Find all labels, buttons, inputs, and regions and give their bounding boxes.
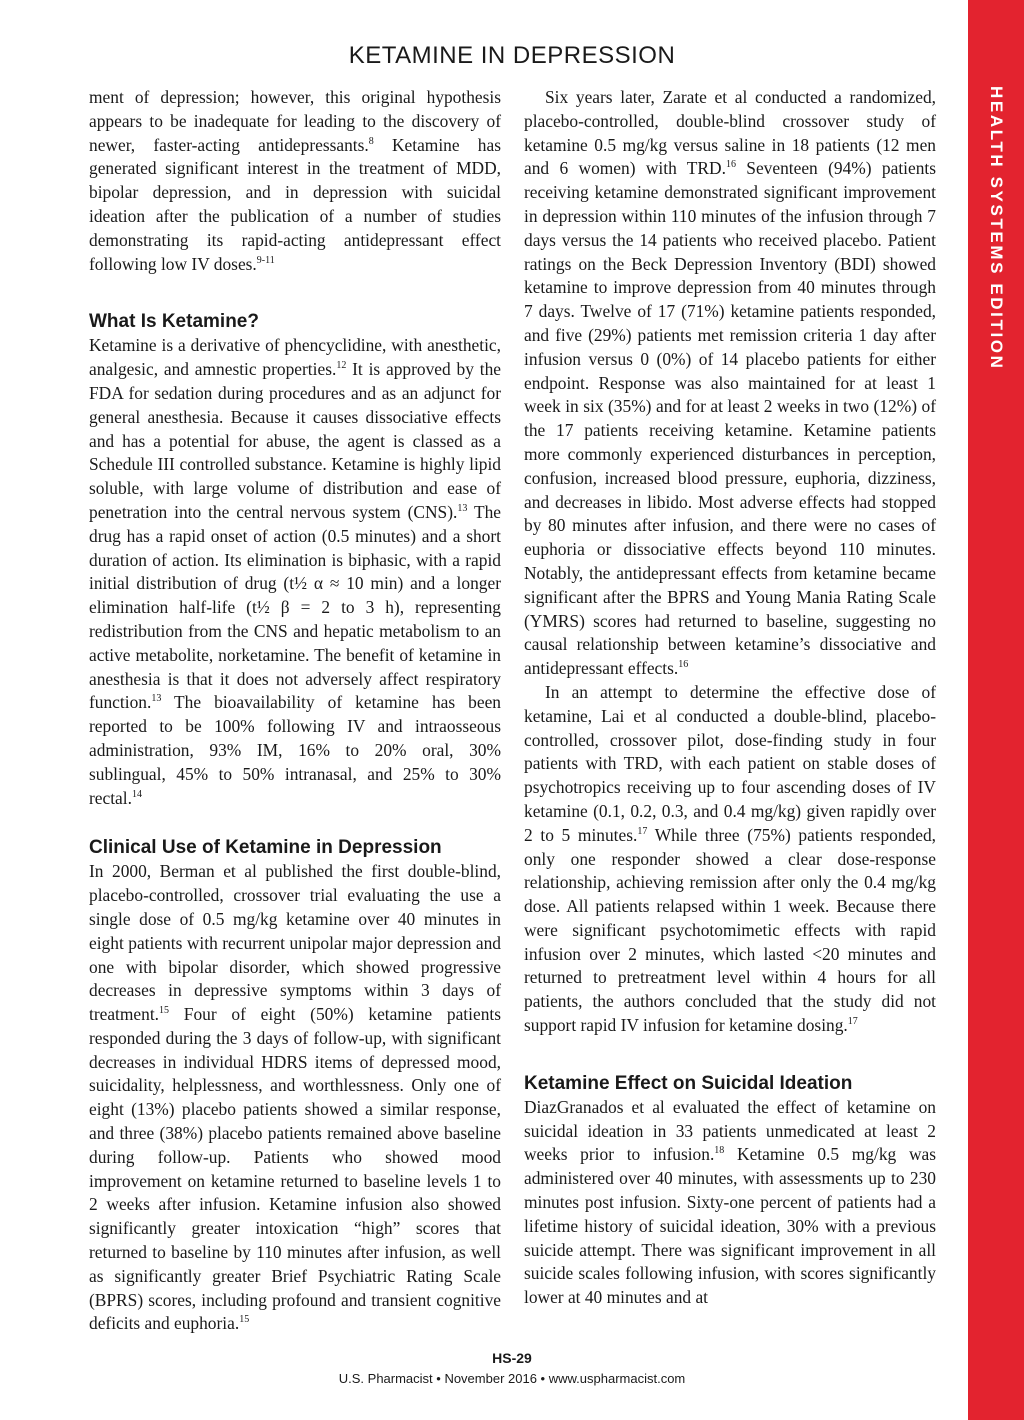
- intro-paragraph: ment of depression; however, this original hypothesis appears to be inadequate for leading to the discovery of newer, faster-acting antidepressants.$^8$ Ketamine has generated significant interest in the treatment of MDD, bipolar depression, and in depression with suicidal ideation after the publication of a number of studies demonstrating its rapid-acting antidepressant effect following low IV doses.$^{9-11}$: [89, 87, 501, 274]
- citation: 15: [239, 1314, 250, 1326]
- lai-paragraph: In an attempt to determine the effective dose of ketamine, Lai et al conducted a double-blind, placebo-controlled, crossover pilot, dose-finding study in four patients with TRD, with each patient on stable doses of psychotropics receiving up to four ascending doses of IV ketamine (0.1, 0.2, 0.3, and 0.4 mg/kg) given rapidly over 2 to 5 minutes.$^{17}$ While three (75%) patients responded, only one responder showed a clear dose-response relationship, achieving remission after only the 0.4 mg/kg dose. All patients relapsed within 1 week. Because there were significant psychotomimetic effects with rapid infusion over 2 minutes, which lasted <20 minutes and returned to pretreatment level within 4 hours for all patients, the authors concluded that the study did not support rapid IV infusion for ketamine dosing.$^{17}$: [524, 681, 936, 1036]
- citation: 12: [336, 360, 347, 372]
- citation: 13: [151, 693, 162, 705]
- citation: 16: [678, 659, 689, 671]
- zarate-paragraph: Six years later, Zarate et al conducted a randomized, placebo-controlled, double-blind crossover study of ketamine 0.5 mg/kg versus saline in 18 patients (12 men and 6 women) with TRD.$^{16}$ Seventeen (94%) patients receiving ketamine demonstrated significant improvement in depression within 110 minutes of the infusion through 7 days versus the 14 patients who received placebo. Patient ratings on the Beck Depression Inventory (BDI) showed ketamine to improve depression from 40 minutes through 7 days. Twelve of 17 (71%) ketamine patients responded, and five (29%) patients met remission criteria 1 day after infusion versus 0 (0%) of 14 placebo patients for either endpoint. Response was also maintained for at least 1 week in six (35%) and for at least 2 weeks in two (12%) of the 17 patients receiving ketamine. Ketamine patients more commonly experienced disturbances in perception, confusion, increased blood pressure, euphoria, dizziness, and decreases in libido. Most adverse effects had stopped by 80 minutes after infusion, and there were no cases of euphoria or dissociative effects beyond 110 minutes. Notably, the antidepressant effects from ketamine became significant after the BPRS and Young Mania Rating Scale (YMRS) scores had returned to baseline, suggesting no causal relationship between ketamine’s dissociative and antidepressant effects.$^{16}$: [524, 87, 937, 679]
- section-heading-what-is-ketamine: What Is Ketamine?: [89, 311, 259, 333]
- citation: 17: [847, 1016, 858, 1028]
- right-column: [524, 86, 936, 1310]
- citation: 14: [131, 788, 142, 800]
- citation: 15: [159, 1005, 170, 1017]
- citation: 16: [725, 159, 736, 171]
- section-heading-clinical-use: Clinical Use of Ketamine in Depression: [89, 837, 442, 859]
- citation: 18: [714, 1145, 725, 1157]
- clinical-paragraph: In 2000, Berman et al published the first double-blind, placebo-controlled, crossover trial evaluating the use a single dose of 0.5 mg/kg ketamine over 40 minutes in eight patients with recurrent unipolar major depression and one with bipolar disorder, which showed progressive decreases in depressive symptoms within 3 days of treatment.$^{15}$ Four of eight (50%) ketamine patients responded during the 3 days of follow-up, with significant decreases in individual HDRS items of depressed mood, suicidality, helplessness, and worthlessness. Only one of eight (13%) placebo patients showed a similar response, and three (38%) placebo patients remained above baseline during follow-up. Patients who showed mood improvement on ketamine returned to baseline levels 1 to 2 weeks after infusion. Ketamine infusion also showed significantly greater intoxication “high” scores that returned to baseline by 110 minutes after infusion, as well as significantly greater Brief Psychiatric Rating Scale (BPRS) scores, including profound and transient cognitive deficits and euphoria.$^{15}$: [89, 861, 501, 1334]
- page-number: HS-29: [492, 1350, 532, 1366]
- what-is-paragraph: Ketamine is a derivative of phencyclidine, with anesthetic, analgesic, and amnestic properties.$^{12}$ It is approved by the FDA for sedation during procedures and as an adjunct for general anesthesia. Because it causes dissociative effects and has a potential for abuse, the agent is classed as a Schedule III controlled substance. Ketamine is highly lipid soluble, with large volume of distribution and ease of penetration into the central nervous system (CNS).$^{13}$ The drug has a rapid onset of action (0.5 minutes) and a short duration of action. Its elimination is biphasic, with a rapid initial distribution of drug (t½ α ≈ 10 min) and a longer elimination half-life (t½ β = 2 to 3 h), representing redistribution from the CNS and hepatic metabolism to an active metabolite, norketamine. The benefit of ketamine in anesthesia is that it does not adversely affect respiratory function.$^{13}$ The bioavailability of ketamine has been reported to be 100% following IV and intraosseous administration, 93% IM, 16% to 20% oral, 30% sublingual, 45% to 50% intranasal, and 25% to 30% rectal.$^{14}$: [89, 335, 501, 808]
- section-heading-suicidal-ideation: Ketamine Effect on Suicidal Ideation: [524, 1072, 853, 1094]
- citation: 8: [368, 135, 374, 147]
- citation: 13: [457, 502, 468, 514]
- edition-sidebar: [968, 0, 1024, 1420]
- publication-footer: U.S. Pharmacist • November 2016 • www.uspharmacist.com: [338, 1371, 686, 1386]
- left-column: [89, 86, 501, 1336]
- citation: 9-11: [256, 254, 275, 266]
- citation: 17: [637, 825, 648, 837]
- running-header: KETAMINE IN DEPRESSION: [348, 42, 676, 69]
- suicidal-paragraph: DiazGranados et al evaluated the effect of ketamine on suicidal ideation in 33 patients unmedicated at least 2 weeks prior to infusion.$^{18}$ Ketamine 0.5 mg/kg was administered over 40 minutes, with assessments up to 230 minutes post infusion. Sixty-one percent of patients had a lifetime history of suicidal ideation, 30% with a previous suicide attempt. There was significant improvement in all suicide scales following infusion, with scores significantly lower at 40 minutes and at: [524, 1096, 936, 1308]
- edition-label: HEALTH SYSTEMS EDITION: [987, 86, 1006, 371]
